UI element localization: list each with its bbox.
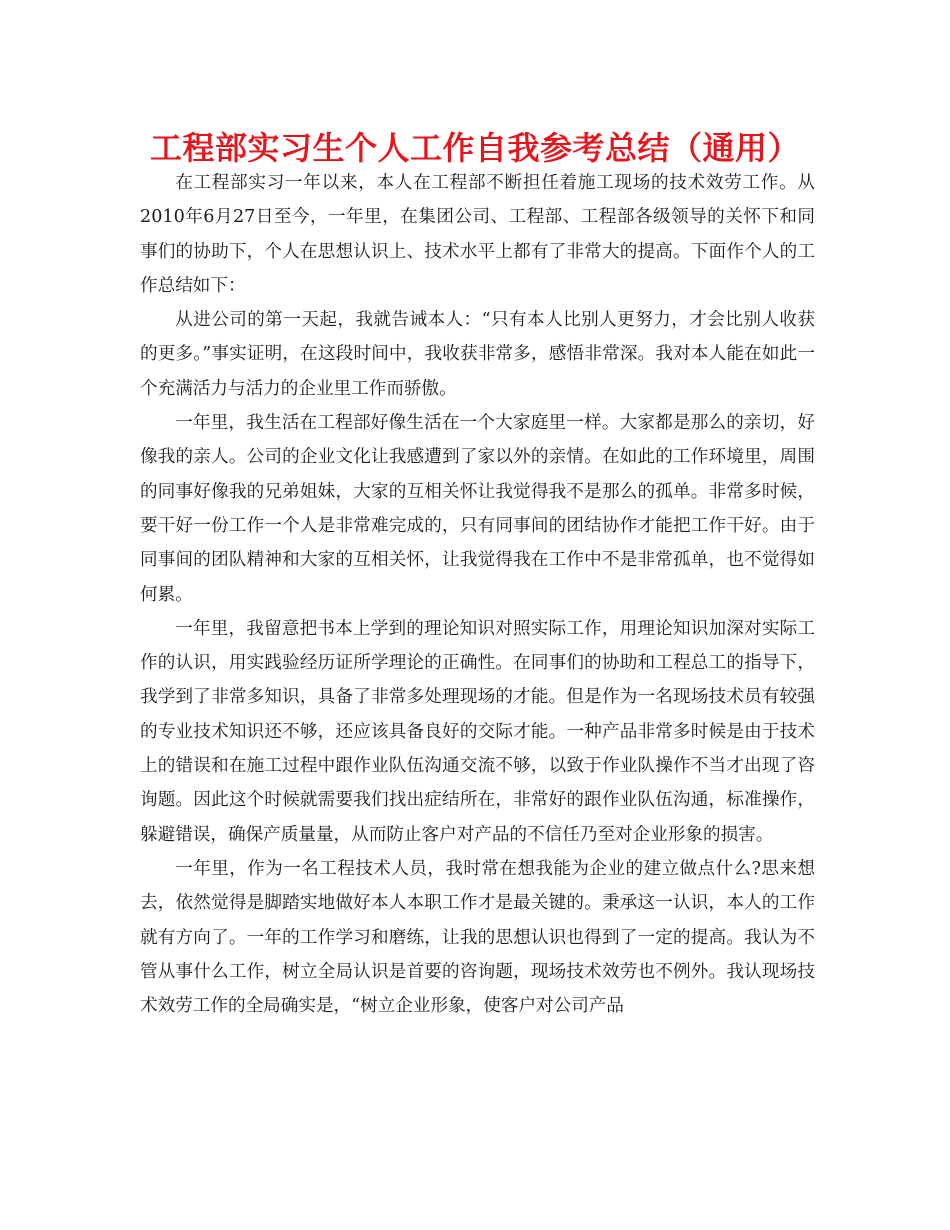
paragraph: 一年里，我生活在工程部好像生活在一个大家庭里一样。大家都是那么的亲切，好像我的亲人。公司的企业文化让我感遭到了家以外的亲情。在如此的工作环境里，周围的同事好像我的兄弟姐妹，大家的互相关怀让我觉得我不是那么的孤单。非常多时候，要干好一份工作一个人是非常难完成的，只有同事间的团结协作才能把工作干好。由于同事间的团队精神和大家的互相关怀，让我觉得我在工作中不是非常孤单，也不觉得如何累。 <box>140 413 815 605</box>
document-body <box>140 166 815 1023</box>
paragraph: 从进公司的第一天起，我就告诫本人：“只有本人比别人更努力，才会比别人收获的更多。”事实证明，在这段时间中，我收获非常多，感悟非常深。我对本人能在如此一个充满活力与活力的企业里工作而骄傲。 <box>140 310 815 399</box>
paragraph: 一年里，我留意把书本上学到的理论知识对照实际工作，用理论知识加深对实际工作的认识，用实践验经历证所学理论的正确性。在同事们的协助和工程总工的指导下，我学到了非常多知识，具备了非常多处理现场的才能。但是作为一名现场技术员有较强的专业技术知识还不够，还应该具备良好的交际才能。一种产品非常多时候是由于技术上的错误和在施工过程中跟作业队伍沟通交流不够，以致于作业队操作不当才出现了咨询题。因此这个时候就需要我们找出症结所在，非常好的跟作业队伍沟通，标准操作，躲避错误，确保产质量量，从而防止客户对产品的不信任乃至对企业形象的损害。 <box>140 618 815 845</box>
document-title: 工程部实习生个人工作自我参考总结（通用） <box>149 129 800 167</box>
paragraph: 在工程部实习一年以来，本人在工程部不断担任着施工现场的技术效劳工作。从2010年6月27日至今，一年里，在集团公司、工程部、工程部各级领导的关怀下和同事们的协助下，个人在思想认识上、技术水平上都有了非常大的提高。下面作个人的工作总结如下： <box>140 173 815 296</box>
paragraph: 一年里，作为一名工程技术人员，我时常在想我能为企业的建立做点什么?思来想去，依然觉得是脚踏实地做好本人本职工作才是最关键的。秉承这一认识，本人的工作就有方向了。一年的工作学习和磨练，让我的思想认识也得到了一定的提高。我认为不管从事什么工作，树立全局认识是首要的咨询题，现场技术效劳也不例外。我认现场技术效劳工作的全局确实是，“树立企业形象，使客户对公司产品 <box>140 858 815 1017</box>
